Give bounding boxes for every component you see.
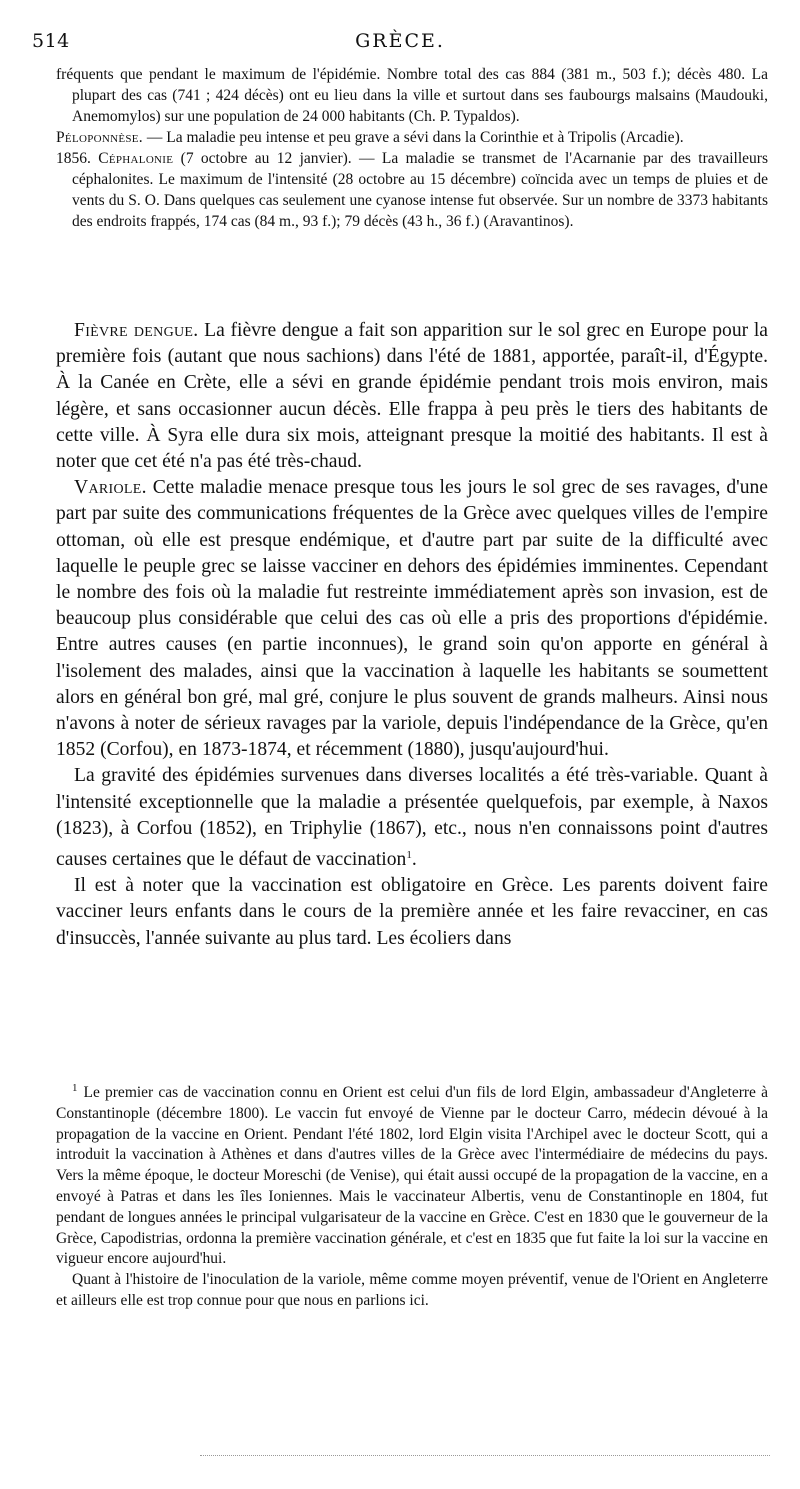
year-1856: 1856. bbox=[56, 150, 91, 167]
cephalonie-text: (7 octobre au 12 janvier). — La maladie se transmet de l'Acarnanie par des travailleurs céphalonites. Le maximum de l'intensité (28 octobre au 15 décembre) coïncida avec un temps de pluies et de vents du S. O. Dans quelques cas seulement une cyanose intense fut observée. Sur un nombre de 3373 habitants des endroits frappés, 174 cas (84 m., 93 f.); 79 décès (43 h., 36 f.) (Aravantinos). bbox=[72, 150, 768, 230]
continuation-paragraph bbox=[56, 64, 768, 127]
variole-text-2-end: . bbox=[411, 849, 417, 871]
dengue-heading: Fièvre dengue. bbox=[74, 320, 199, 341]
footnote-marker: 1 bbox=[72, 1082, 78, 1094]
main-text bbox=[56, 318, 768, 952]
peloponnese-text: — La maladie peu intense et peu grave a sévi dans la Corinthie et à Tripolis (Arcadie). bbox=[142, 129, 684, 146]
page-number: 514 bbox=[32, 30, 70, 52]
dengue-paragraph bbox=[56, 318, 768, 475]
dengue-text: La fièvre dengue a fait son apparition sur le sol grec en Europe pour la première fois (autant que nous sachions) dans l'été de 1881, apportée, paraît-il, d'Égypte. À la Canée en Crète, elle a sévi en grande épidémie pendant trois mois environ, mais légère, et sans occasionner aucun décès. Elle frappa à peu près le tiers des habitants de cette ville. À Syra elle dura six mois, atteignant presque la moitié des habitants. Il est à noter que cet été n'a pas été très-chaud. bbox=[56, 320, 768, 473]
variole-text-1: Cette maladie menace presque tous les jours le sol grec de ses ravages, d'une part par suite des communications fréquentes de la Grèce avec quelques villes de l'empire ottoman, où elle est presque endémique, et d'autre part par suite de la difficulté avec laquelle le peuple grec se laisse vacciner en dehors des épidémies imminentes. Cependant le nombre des fois où la maladie fut restreinte immédiatement après son invasion, est de beaucoup plus considérable que celui des cas où elle a pris des proportions d'épidémie. Entre autres causes (en partie inconnues), le grand soin qu'on apporte en général à l'isolement des malades, ainsi que la vaccination à laquelle les habitants se soumettent alors en général bon gré, mal gré, conjure le plus souvent de grands malheurs. Ainsi nous n'avons à noter de sérieux ravages par la variole, depuis l'indépendance de la Grèce, qu'en 1852 (Corfou), en 1873-1874, et récemment (1880), jusqu'aujourd'hui. bbox=[56, 477, 768, 761]
page-header bbox=[32, 30, 768, 58]
epidemic-notes-continued bbox=[56, 64, 768, 232]
footnotes bbox=[56, 1078, 768, 1312]
footnote-1-text: Le premier cas de vaccination connu en Orient est celui d'un fils de lord Elgin, ambassadeur d'Angleterre à Constantinople (décembre 1800). Le vaccin fut envoyé de Vienne par le docteur Carro, médecin dévoué à la propagation de la vaccine en Orient. Pendant l'été 1802, lord Elgin visita l'Archipel avec le docteur Scott, qui a introduit la vaccination à Athènes et dans d'autres villes de la Grèce avec l'intermédiaire de médecins du pays. Vers la même époque, le docteur Moreschi (de Venise), qui était aussi occupé de la propagation de la vaccine, en a envoyé à Patras et dans les îles Ioniennes. Mais le vaccinateur Albertis, venu de Constantinople en 1804, fut pendant de longues années le principal vulgarisateur de la vaccine en Grèce. C'est en 1830 que le gouverneur de la Grèce, Capodistrias, ordonna la première vaccination générale, et c'est en 1835 que fut faite la loi sur la vaccine en vigueur encore aujourd'hui. bbox=[56, 1084, 768, 1268]
footnote-reference: 1 bbox=[406, 849, 412, 862]
variole-paragraph-2 bbox=[56, 763, 768, 873]
variole-text-3: Il est à noter que la vaccination est obligatoire en Grèce. Les parents doivent faire vacciner leurs enfants dans le cours de la première année et les faire revacciner, en cas d'insuccès, l'année suivante au plus tard. Les écoliers dans bbox=[56, 875, 768, 949]
footnote-2 bbox=[56, 1270, 768, 1312]
peloponnese-paragraph bbox=[56, 127, 768, 148]
variole-text-2: La gravité des épidémies survenues dans diverses localités a été très-variable. Quant à l'intensité exceptionnelle que la maladie a présentée quelquefois, par exemple, à Naxos (1823), à Corfou (1852), en Triphylie (1867), etc., nous n'en connaissons point d'autres causes certaines que le défaut de vaccination bbox=[56, 765, 768, 871]
variole-paragraph-1 bbox=[56, 475, 768, 763]
footer-divider bbox=[200, 1455, 770, 1456]
variole-heading: Variole. bbox=[74, 477, 147, 499]
peloponnese-label: Péloponnèse. bbox=[56, 129, 143, 146]
cephalonie-paragraph bbox=[56, 148, 768, 232]
cephalonie-label: Céphalonie bbox=[98, 150, 174, 167]
continuation-text: fréquents que pendant le maximum de l'épidémie. Nombre total des cas 884 (381 m., 503 f.); décès 480. La plupart des cas (741 ; 424 décès) ont eu lieu dans la ville et surtout dans ses faubourgs malsains (Maudouki, Anemomylos) sur une population de 24 000 habitants (Ch. P. Typaldos). bbox=[56, 66, 768, 125]
footnote-2-text: Quant à l'histoire de l'inoculation de la variole, même comme moyen préventif, venue de l'Orient en Angleterre et ailleurs elle est trop connue pour que nous en parlions ici. bbox=[56, 1271, 768, 1309]
footnote-1 bbox=[56, 1078, 768, 1270]
variole-paragraph-3 bbox=[56, 873, 768, 952]
running-title: GRÈCE. bbox=[355, 30, 445, 52]
